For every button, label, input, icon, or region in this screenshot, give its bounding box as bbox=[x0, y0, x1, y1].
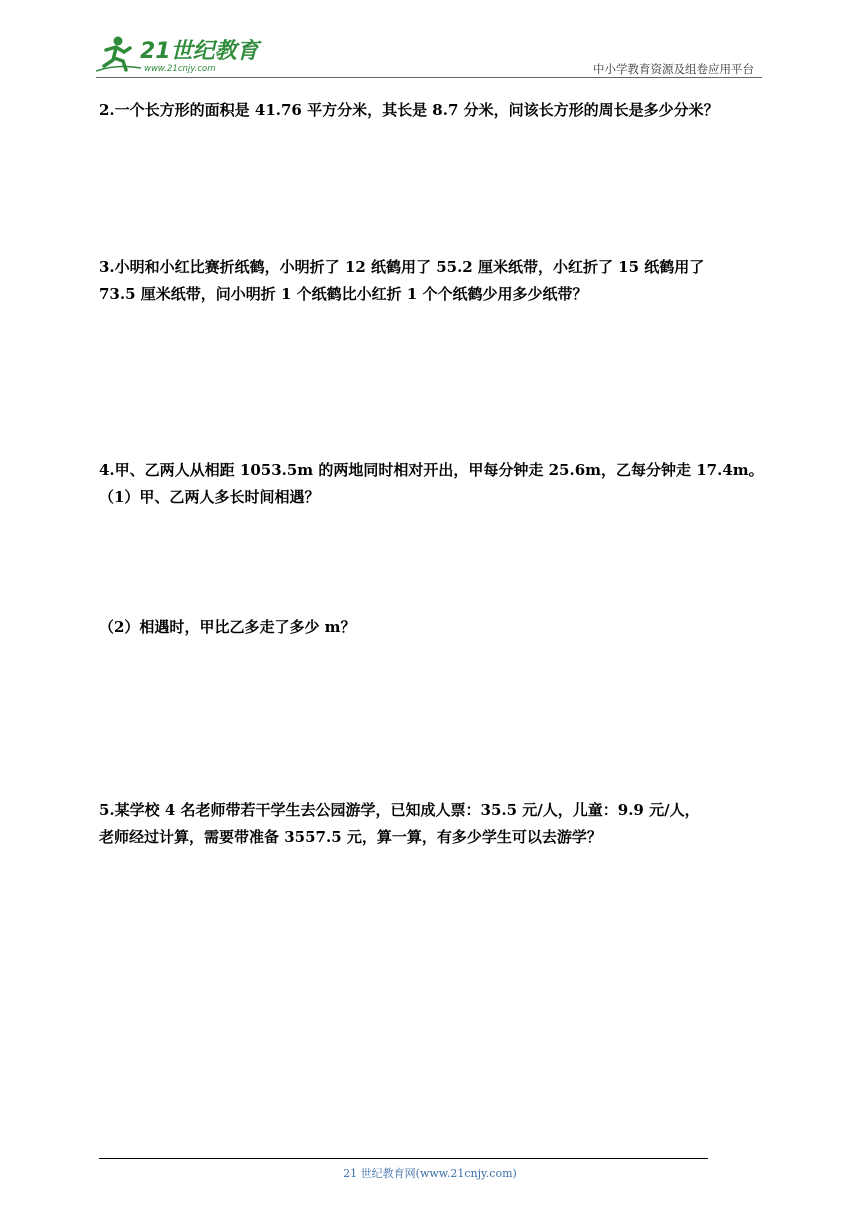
question-line: 4.甲、乙两人从相距 1053.5m 的两地同时相对开出，甲每分钟走 25.6m，乙每分钟走 17.4m。 bbox=[99, 461, 764, 479]
question-line: （1）甲、乙两人多长时间相遇？ bbox=[99, 488, 320, 506]
site-logo bbox=[96, 34, 271, 74]
question-4-part-2 bbox=[99, 614, 764, 641]
question-5 bbox=[99, 797, 764, 851]
logo-title: 21世纪教育 bbox=[140, 39, 259, 64]
question-line: 5.某学校 4 名老师带若干学生去公园游学，已知成人票：35.5 元/人，儿童：9.9 元/人， bbox=[99, 801, 700, 819]
runner-icon bbox=[96, 37, 141, 72]
question-line: 2.一个长方形的面积是 41.76 平方分米，其长是 8.7 分米，问该长方形的周长是多少分米？ bbox=[99, 101, 719, 119]
question-line: （2）相遇时，甲比乙多走了多少 m？ bbox=[99, 618, 356, 636]
logo-url: www.21cnjy.com bbox=[144, 64, 216, 74]
question-3 bbox=[99, 254, 764, 308]
footer-divider bbox=[99, 1158, 708, 1159]
question-line: 73.5 厘米纸带，问小明折 1 个纸鹤比小红折 1 个个纸鹤少用多少纸带？ bbox=[99, 285, 588, 303]
question-line: 3.小明和小红比赛折纸鹤，小明折了 12 纸鹤用了 55.2 厘米纸带，小红折了 15 纸鹤用了 bbox=[99, 258, 705, 276]
header-divider bbox=[96, 77, 762, 78]
question-line: 老师经过计算，需要带准备 3557.5 元，算一算，有多少学生可以去游学？ bbox=[99, 828, 602, 846]
platform-label: 中小学教育资源及组卷应用平台 bbox=[593, 62, 754, 76]
page-header bbox=[96, 30, 762, 78]
question-2 bbox=[99, 97, 764, 124]
question-4 bbox=[99, 457, 764, 511]
footer-text: 21 世纪教育网(www.21cnjy.com) bbox=[343, 1167, 517, 1180]
